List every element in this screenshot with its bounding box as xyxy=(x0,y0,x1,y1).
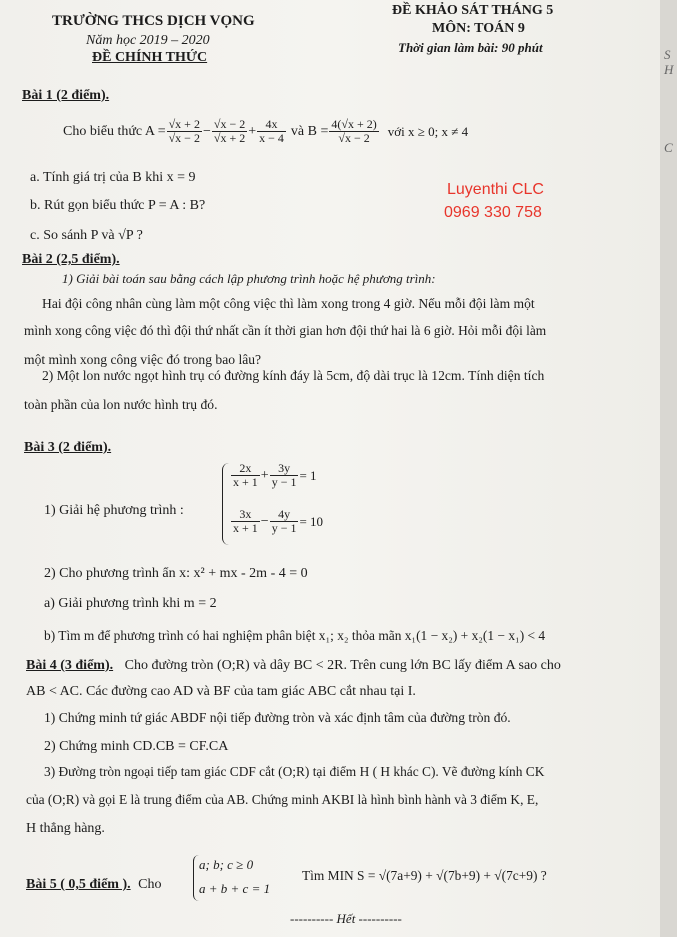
watermark-phone: 0969 330 758 xyxy=(444,204,542,221)
exam-title: ĐỀ KHẢO SÁT THÁNG 5 xyxy=(392,3,554,18)
bai1-title: Bài 1 (2 điểm). xyxy=(22,88,110,103)
bai3-q2: 2) Cho phương trình ẩn x: x² + mx - 2m - 4 = 0 xyxy=(44,566,308,581)
bai4-line2: AB < AC. Các đường cao AD và BF của tam giác ABC cắt nhau tại I. xyxy=(26,684,416,699)
bai2-line3: một mình xong công việc đó trong bao lâu? xyxy=(24,352,262,367)
A-term2 xyxy=(212,118,247,145)
exam-subject: MÔN: TOÁN 9 xyxy=(432,21,525,36)
A-term3-den: x − 4 xyxy=(259,131,284,145)
bai2-line5: toàn phần của lon nước hình trụ đó. xyxy=(24,397,218,412)
bai5-head xyxy=(26,875,161,895)
eq2-rhs: = 10 xyxy=(299,513,324,529)
bai1-expression: Cho biểu thức A = $\frac{√x + 2}{√x - 2}$ − $\frac{√x - 2}{√x + 2}$ + $\frac{4x}{x - 4}$ và B = $\frac{4(√x + 2)}{√x - 2}$ với x ≥ 0; x ≠ 4 xyxy=(63,117,469,145)
school-year: Năm học 2019 – 2020 xyxy=(86,33,210,48)
bai2-title: Bài 2 (2,5 điểm). xyxy=(22,252,120,267)
exam-time: Thời gian làm bài: 90 phút xyxy=(398,40,543,55)
bai3-title: Bài 3 (2 điểm). xyxy=(24,440,112,455)
bai4-line5: 3) Đường tròn ngoại tiếp tam giác CDF cắt (O;R) tại điểm H ( H khác C). Vẽ đường kính CK xyxy=(44,764,545,779)
eq1-b-den: y − 1 xyxy=(271,475,297,489)
bai4-line7: H thẳng hàng. xyxy=(26,821,105,836)
bai1-b: b. Rút gọn biểu thức P = A : B? xyxy=(30,198,206,213)
school-name: TRƯỜNG THCS DỊCH VỌNG xyxy=(52,13,255,29)
bai3-q1: 1) Giải hệ phương trình : xyxy=(44,503,184,518)
edge-mark-1: S xyxy=(664,47,671,62)
bai4-title: Bài 4 (3 điểm). xyxy=(26,658,114,673)
bai1-intro: Cho biểu thức A = xyxy=(63,123,166,139)
bai4-text1: Cho đường tròn (O;R) và dây BC < 2R. Trên cung lớn BC lấy điểm A sao cho xyxy=(124,658,561,673)
official-label: ĐỀ CHÍNH THỨC xyxy=(92,50,208,65)
bai1-condition: với x ≥ 0; x ≠ 4 xyxy=(387,123,469,139)
eq1-rhs: = 1 xyxy=(299,467,317,483)
bai2-line1: Hai đội công nhân cùng làm một công việc thì làm xong trong 4 giờ. Nếu mỗi đội làm một xyxy=(42,296,535,311)
eq1-a-num: 2x xyxy=(231,462,260,476)
eq1-a-den: x + 1 xyxy=(233,475,258,489)
eq2-a-num: 3x xyxy=(231,508,260,522)
system-eq2: $\frac{3x}{x + 1}$ − $\frac{4y}{y - 1}$ = 10 xyxy=(233,507,324,535)
A-term3 xyxy=(257,118,286,145)
bai4-line1 xyxy=(26,656,561,676)
bai4-line3: 1) Chứng minh tứ giác ABDF nội tiếp đường tròn và xác định tâm của đường tròn đó. xyxy=(44,710,511,725)
bai2-instruction: 1) Giải bài toán sau bằng cách lập phương trình hoặc hệ phương trình: xyxy=(62,271,436,286)
A-term1 xyxy=(167,118,202,145)
eq1-b-num: 3y xyxy=(270,462,299,476)
A-term2-num: √x − 2 xyxy=(213,117,246,131)
footer-end: ---------- Hết ---------- xyxy=(290,911,402,926)
bai3-q2a: a) Giải phương trình khi m = 2 xyxy=(44,596,217,611)
edge-mark-3: C xyxy=(664,140,673,155)
bai4-line4: 2) Chứng minh CD.CB = CF.CA xyxy=(44,739,229,754)
bai5-title: Bài 5 ( 0,5 điểm ). xyxy=(26,877,131,892)
A-term3-num: 4x xyxy=(257,118,286,132)
bai1-c: c. So sánh P và √P ? xyxy=(30,228,143,243)
system-brace xyxy=(222,463,229,545)
B-den: √x − 2 xyxy=(338,131,370,145)
eq2-b-num: 4y xyxy=(270,508,299,522)
eq2-a-den: x + 1 xyxy=(233,521,258,535)
system-eq1: $\frac{2x}{x + 1}$ + $\frac{3y}{y - 1}$ = 1 xyxy=(233,461,317,489)
B-num: 4(√x + 2) xyxy=(331,117,377,131)
A-term2-den: √x + 2 xyxy=(213,131,246,145)
bai2-line2: mình xong công việc đó thì đội thứ nhất cần ít thời gian hơn đội thứ hai là 6 giờ. Hỏi mỗi đội làm xyxy=(24,323,547,338)
eq2-b-den: y − 1 xyxy=(271,521,297,535)
bai1-a: a. Tính giá trị của B khi x = 9 xyxy=(30,170,196,185)
bai2-line4: 2) Một lon nước ngọt hình trụ có đường kính đáy là 5cm, độ dài trục là 12cm. Tính diện tích xyxy=(42,368,545,383)
bai5-cond2: a + b + c = 1 xyxy=(199,881,271,896)
A-term1-num: √x + 2 xyxy=(168,117,200,131)
watermark-name: Luyenthi CLC xyxy=(447,181,544,198)
bai5-cho: Cho xyxy=(138,877,162,892)
B-expr xyxy=(329,118,378,145)
bai5-task: Tìm MIN S = √(7a+9) + √(7b+9) + √(7c+9) ? xyxy=(302,868,547,883)
bai4-line6: của (O;R) và gọi E là trung điểm của AB. Chứng minh AKBI là hình bình hành và 3 điểm K, E, xyxy=(26,792,539,807)
page-edge xyxy=(660,0,677,937)
and-B: và B = xyxy=(290,123,329,139)
bai5-cond1: a; b; c ≥ 0 xyxy=(199,857,254,872)
A-term1-den: √x − 2 xyxy=(168,131,200,145)
bai3-q2b: b) Tìm m để phương trình có hai nghiệm phân biệt x₁; x₂ thỏa mãn x₁(1 − x₂) + x₂(1 − x₁) < 4 xyxy=(44,628,546,643)
edge-mark-2: H xyxy=(664,62,674,77)
